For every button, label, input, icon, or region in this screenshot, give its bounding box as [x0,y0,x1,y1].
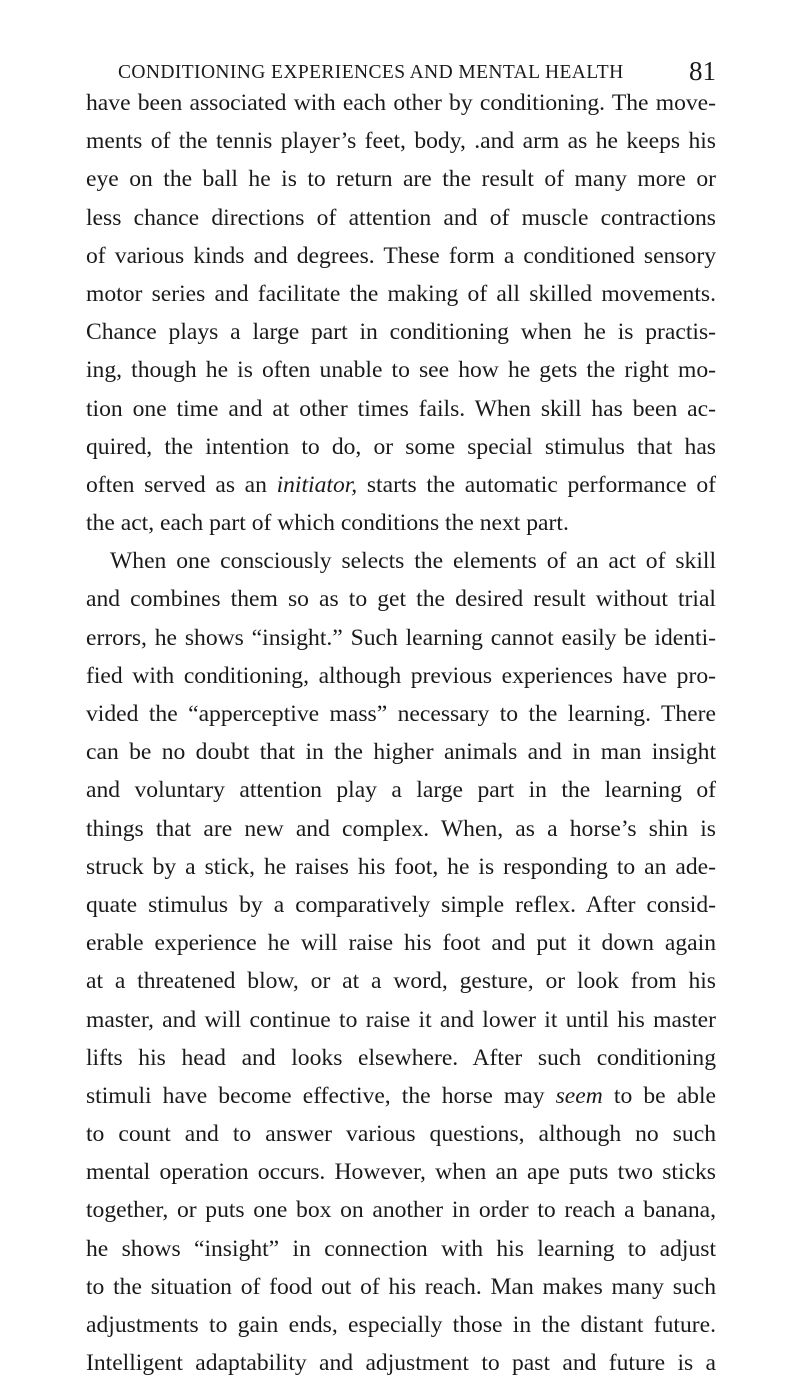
text-line [86,924,716,962]
text-line [86,771,716,809]
italic-text: seem [555,1082,603,1109]
text-segment: things that are new and complex. When, as a horse’s shin is [86,815,716,842]
text-segment: and voluntary attention play a large part in the learning of [86,777,716,804]
text-line [86,1306,716,1344]
text-line [86,1001,716,1039]
text-segment: stimuli have become effective, the horse may [86,1082,556,1109]
text-segment: eye on the ball he is to return are the result of many more or [86,166,716,193]
text-line [86,580,716,618]
text-line [86,1039,716,1077]
text-segment: at a threatened blow, or at a word, gesture, or look from his [86,968,716,995]
text-segment: erable experience he will raise his foot and put it down again [86,930,716,957]
text-line [86,733,716,771]
text-line [86,390,716,428]
text-segment: have been associated with each other by conditioning. The move- [86,90,716,116]
text-segment: fied with conditioning, although previous experiences have pro- [86,662,716,689]
text-line [86,351,716,389]
text-segment: ing, though he is often unable to see how he gets the right mo- [86,357,716,384]
text-segment: of various kinds and degrees. These form a conditioned sensory [86,242,716,269]
text-line [86,962,716,1000]
text-line [86,275,716,313]
text-line [86,160,716,198]
page-number: 81 [689,56,716,86]
italic-text: initiator, [276,471,358,498]
text-segment: adjustments to gain ends, especially those in the distant future. [86,1312,716,1338]
text-line [86,428,716,466]
text-segment: often served as an [86,471,277,498]
running-title: CONDITIONING EXPERIENCES AND MENTAL HEALTH [118,62,624,83]
text-segment: lifts his head and looks elsewhere. After such conditioning [86,1044,716,1071]
text-segment: quate stimulus by a comparatively simple reflex. After consid- [86,891,716,918]
text-line [86,619,716,657]
text-line [86,199,716,237]
text-segment: starts the automatic performance of [357,471,716,498]
text-line [86,848,716,886]
text-segment: to count and to answer various questions, although no such [86,1121,716,1148]
text-segment: master, and will continue to raise it and lower it until his master [86,1006,716,1033]
text-line [86,1230,716,1268]
text-line [86,810,716,848]
text-segment: vided the “apperceptive mass” necessary to the learning. There [86,701,716,727]
text-segment: Intelligent adaptability and adjustment to past and future is a [86,1350,716,1377]
text-segment: he shows “insight” in connection with his learning to adjust [86,1235,716,1262]
text-line [86,695,716,733]
text-line [86,1077,716,1115]
text-segment: tion one time and at other times fails. When skill has been ac- [86,395,716,422]
text-line [86,237,716,275]
text-line [86,1191,716,1229]
text-line [86,1344,716,1382]
text-segment: quired, the intention to do, or some special stimulus that has [86,433,716,460]
text-segment: less chance directions of attention and of muscle contractions [86,204,716,231]
text-segment: the act, each part of which conditions the next part. [86,510,569,537]
text-line [86,1268,716,1306]
text-segment: mental operation occurs. However, when an ape puts two sticks [86,1159,716,1186]
text-line [86,886,716,924]
text-line [86,542,716,580]
text-line [86,504,716,542]
text-segment: and combines them so as to get the desired result without trial [86,586,716,613]
body-text [86,84,716,1382]
text-line [86,1153,716,1191]
text-line [86,657,716,695]
text-segment: struck by a stick, he raises his foot, he is responding to an ade- [86,853,716,880]
text-segment: errors, he shows “insight.” Such learning cannot easily be identi- [86,624,716,651]
text-segment: Chance plays a large part in conditioning when he is practis- [86,319,716,346]
text-segment: motor series and facilitate the making of all skilled movements. [86,280,716,307]
text-segment: to the situation of food out of his reach. Man makes many such [86,1273,716,1300]
text-segment: to be able [602,1082,716,1109]
text-segment: together, or puts one box on another in order to reach a banana, [86,1197,716,1224]
text-line [86,84,716,122]
text-line [86,1115,716,1153]
text-line [86,313,716,351]
text-line [86,122,716,160]
text-line [86,466,716,504]
text-segment: can be no doubt that in the higher animals and in man insight [86,739,716,766]
text-segment: ments of the tennis player’s feet, body, .and arm as he keeps his [86,128,716,155]
text-segment: When one consciously selects the elements of an act of skill [110,548,716,575]
